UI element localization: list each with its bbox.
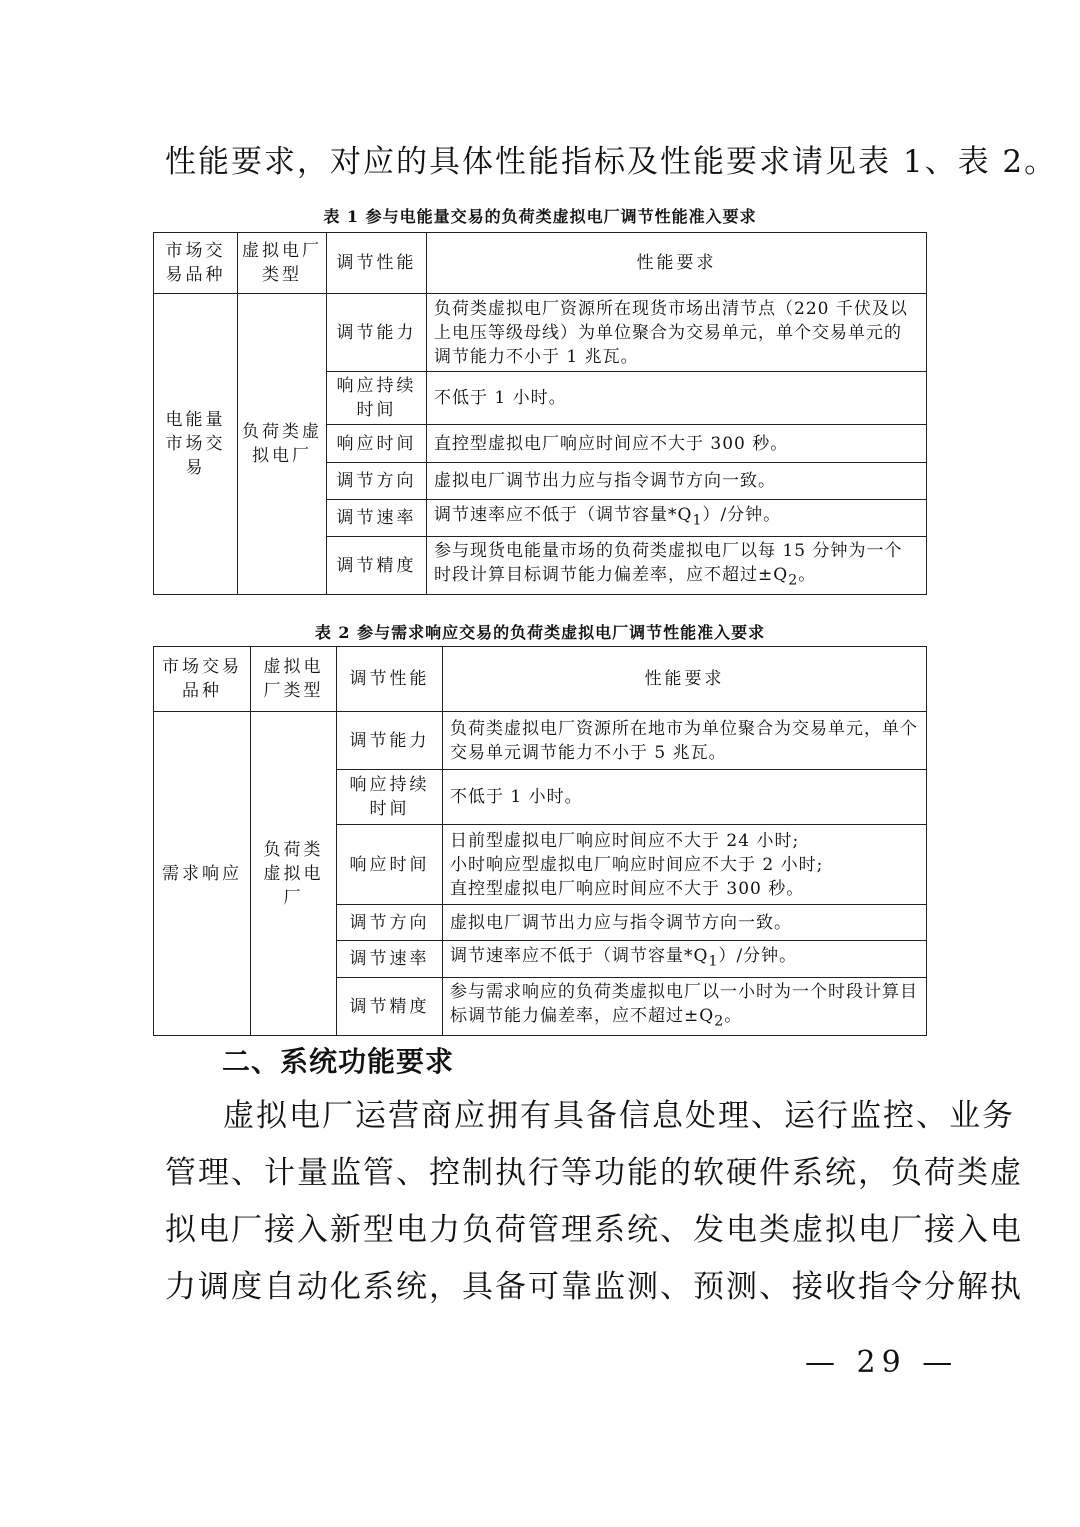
table2-perf: 调节精度	[337, 978, 443, 1036]
q-subscript: 1	[692, 512, 703, 529]
section-paragraph	[165, 1088, 1023, 1316]
req-text-tail: ）/分钟。	[702, 505, 782, 526]
q-subscript: 1	[708, 953, 719, 970]
lead-text: 性能要求，对应的具体性能指标及性能要求请见表 1、表 2。	[165, 144, 1058, 180]
table1	[153, 232, 927, 595]
table1-market-type: 电能量市场交易	[154, 294, 238, 595]
req-text: 调节速率应不低于（调节容量*Q	[450, 946, 709, 967]
table2	[153, 646, 927, 1036]
req-text: 调节速率应不低于（调节容量*Q	[434, 505, 693, 526]
table1-header-market: 市场交易品种	[154, 233, 238, 294]
table1-plant-type: 负荷类虚拟电厂	[238, 294, 327, 595]
q-subscript: 2	[788, 572, 799, 589]
table1-req: 虚拟电厂调节出力应与指令调节方向一致。	[427, 463, 927, 500]
req-text-tail: 。	[798, 565, 817, 585]
paragraph-line: 管理、计量监管、控制执行等功能的软硬件系统，负荷类虚	[165, 1155, 1023, 1191]
table-row	[154, 712, 927, 770]
table1-perf: 调节方向	[327, 463, 427, 500]
table1-header-plant: 虚拟电厂类型	[238, 233, 327, 294]
req-text: 参与需求响应的负荷类虚拟电厂以一小时为一个时段计算目标调节能力偏差率，应不超过±Q	[450, 982, 918, 1026]
table1-req	[427, 537, 927, 595]
table2-market-type: 需求响应	[154, 712, 251, 1036]
table1-perf: 响应持续时间	[327, 372, 427, 425]
table1-header-row	[154, 233, 927, 294]
table2-plant-type: 负荷类虚拟电厂	[251, 712, 337, 1036]
table2-caption: 表 2 参与需求响应交易的负荷类虚拟电厂调节性能准入要求	[314, 623, 766, 642]
req-line: 直控型虚拟电厂响应时间应不大于 300 秒。	[450, 878, 805, 899]
req-line: 日前型虚拟电厂响应时间应不大于 24 小时;	[450, 830, 800, 851]
paragraph-line: 力调度自动化系统，具备可靠监测、预测、接收指令分解执	[165, 1269, 1023, 1305]
req-line: 小时响应型虚拟电厂响应时间应不大于 2 小时;	[450, 854, 824, 875]
table1-req	[427, 500, 927, 537]
table2-req: 负荷类虚拟电厂资源所在地市为单位聚合为交易单元，单个交易单元调节能力不小于 5 兆瓦。	[443, 712, 927, 770]
table1-perf: 响应时间	[327, 425, 427, 463]
table2-req: 不低于 1 小时。	[443, 770, 927, 825]
table1-req: 不低于 1 小时。	[427, 372, 927, 425]
table2-perf: 响应持续时间	[337, 770, 443, 825]
table2-req	[443, 978, 927, 1036]
table1-header-perf: 调节性能	[327, 233, 427, 294]
section-heading: 二、系统功能要求	[222, 1045, 455, 1078]
table2-perf: 调节方向	[337, 905, 443, 941]
table2-perf: 响应时间	[337, 825, 443, 905]
table1-req: 负荷类虚拟电厂资源所在现货市场出清节点（220 千伏及以上电压等级母线）为单位聚合为交易单元，单个交易单元的调节能力不小于 1 兆瓦。	[427, 294, 927, 372]
table1-header-req: 性能要求	[427, 233, 927, 294]
req-text-tail: ）/分钟。	[718, 946, 798, 967]
req-text: 参与现货电能量市场的负荷类虚拟电厂以每 15 分钟为一个时段计算目标调节能力偏差率，应不超过±Q	[434, 541, 903, 585]
table1-perf: 调节速率	[327, 500, 427, 537]
table2-req: 虚拟电厂调节出力应与指令调节方向一致。	[443, 905, 927, 941]
table2-req	[443, 941, 927, 978]
table2-header-plant: 虚拟电厂类型	[251, 647, 337, 712]
paragraph-line: 拟电厂接入新型电力负荷管理系统、发电类虚拟电厂接入电	[165, 1212, 1023, 1248]
table2-header-row	[154, 647, 927, 712]
table2-header-perf: 调节性能	[337, 647, 443, 712]
table2-perf: 调节能力	[337, 712, 443, 770]
page-number: — 29 —	[805, 1345, 959, 1380]
table1-caption: 表 1 参与电能量交易的负荷类虚拟电厂调节性能准入要求	[323, 207, 757, 226]
table1-perf: 调节能力	[327, 294, 427, 372]
table-row	[154, 294, 927, 372]
q-subscript: 2	[714, 1013, 725, 1030]
paragraph-line: 虚拟电厂运营商应拥有具备信息处理、运行监控、业务	[223, 1098, 1015, 1134]
table1-perf: 调节精度	[327, 537, 427, 595]
table2-perf: 调节速率	[337, 941, 443, 978]
table2-req	[443, 825, 927, 905]
table2-header-req: 性能要求	[443, 647, 927, 712]
table2-header-market: 市场交易品种	[154, 647, 251, 712]
req-text-tail: 。	[724, 1006, 743, 1026]
table1-req: 直控型虚拟电厂响应时间应不大于 300 秒。	[427, 425, 927, 463]
